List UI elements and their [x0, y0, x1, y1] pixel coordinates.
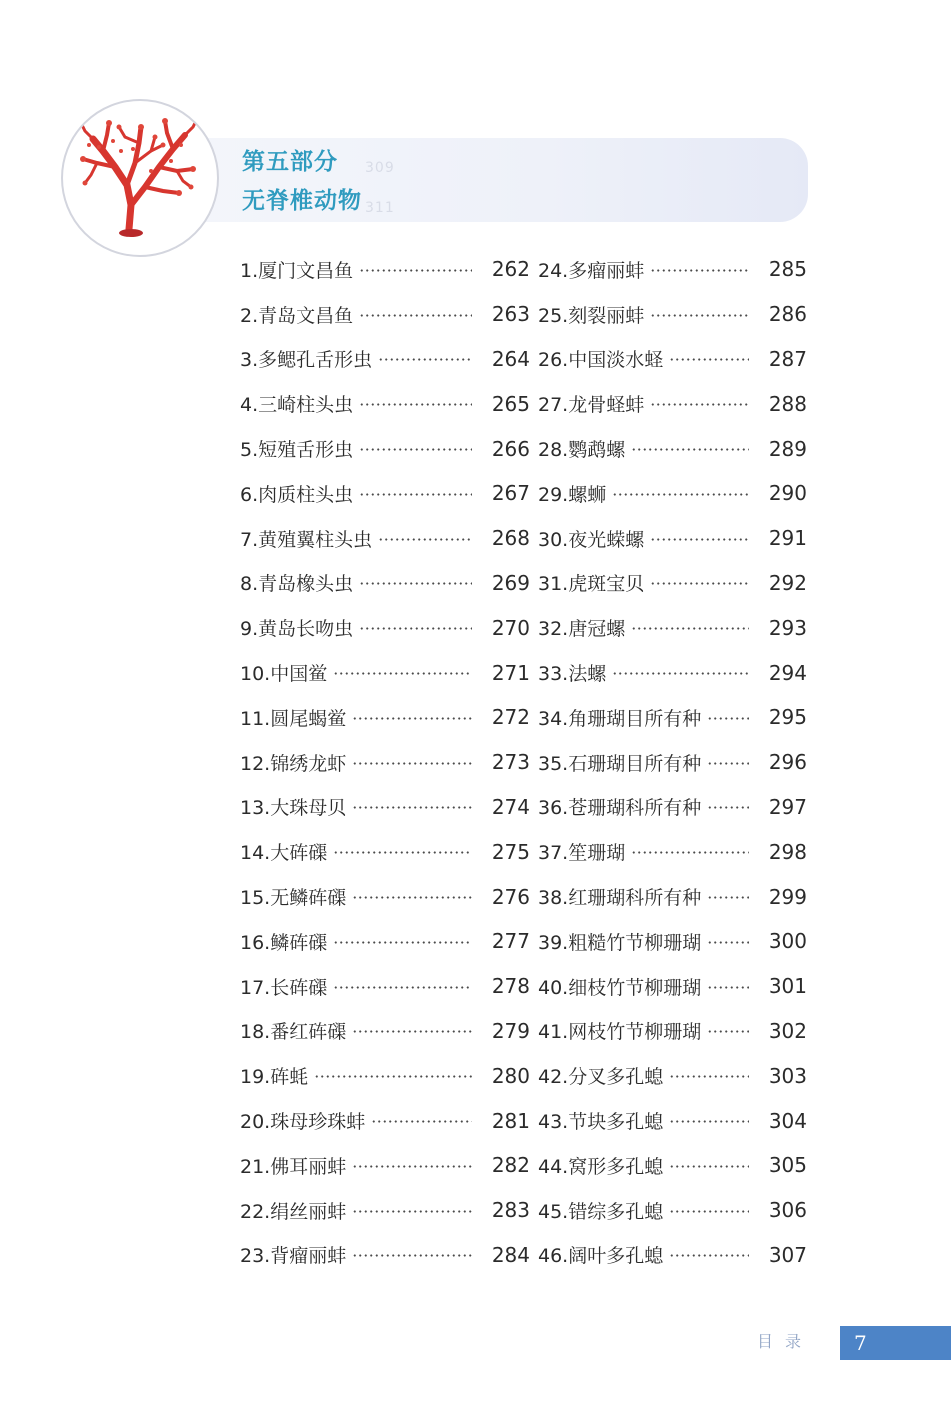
toc-entry-title: 39.粗糙竹节柳珊瑚 — [538, 931, 702, 954]
toc-entry[interactable] — [538, 605, 807, 650]
toc-entry-page: 296 — [768, 750, 807, 775]
toc-entry-title: 45.错综多孔螅 — [538, 1200, 664, 1223]
toc-entry-page: 275 — [491, 839, 530, 864]
dot-leader — [707, 986, 749, 989]
section-number: 第五部分 — [242, 149, 338, 175]
toc-entry-page: 307 — [768, 1242, 807, 1267]
toc-entry-page: 278 — [491, 974, 530, 999]
toc-entry-title: 1.厦门文昌鱼 — [240, 259, 354, 282]
dot-leader — [378, 538, 472, 541]
toc-entry[interactable] — [240, 785, 530, 830]
toc-entry[interactable] — [538, 1053, 807, 1098]
dot-leader — [359, 493, 472, 496]
toc-entry-page: 304 — [768, 1108, 807, 1133]
toc-entry[interactable] — [538, 426, 807, 471]
dot-leader — [612, 672, 749, 675]
toc-entry[interactable] — [240, 561, 530, 606]
dot-leader — [669, 1210, 749, 1213]
toc-entry-title: 42.分叉多孔螅 — [538, 1066, 664, 1089]
toc-entry-title: 10.中国鲎 — [240, 663, 328, 686]
toc-entry-page: 303 — [768, 1063, 807, 1088]
toc-entry[interactable] — [240, 516, 530, 561]
toc-entry-page: 274 — [491, 794, 530, 819]
toc-entry-page: 272 — [491, 705, 530, 730]
toc-column-left — [240, 247, 530, 1277]
dot-leader — [707, 941, 749, 944]
dot-leader — [352, 1210, 472, 1213]
dot-leader — [669, 358, 749, 361]
toc-entry-title: 41.网枝竹节柳珊瑚 — [538, 1021, 702, 1044]
dot-leader — [669, 1120, 749, 1123]
dot-leader — [352, 1030, 472, 1033]
toc-entry[interactable] — [538, 1098, 807, 1143]
toc-entry-title: 4.三崎柱头虫 — [240, 394, 354, 417]
toc-entry-page: 269 — [491, 570, 530, 595]
toc-entry-title: 28.鹦鹉螺 — [538, 439, 626, 462]
toc-entry-page: 281 — [491, 1108, 530, 1133]
footer-section-label: 目录 — [757, 1332, 814, 1351]
toc-entry-title: 38.红珊瑚科所有种 — [538, 887, 702, 910]
dot-leader — [352, 896, 472, 899]
toc-column-right — [538, 247, 807, 1277]
toc-entry-page: 264 — [491, 346, 530, 371]
toc-entry-page: 273 — [491, 750, 530, 775]
toc-entry-title: 32.唐冠螺 — [538, 618, 626, 641]
toc-entry-title: 22.绢丝丽蚌 — [240, 1200, 347, 1223]
toc-entry-title: 31.虎斑宝贝 — [538, 573, 645, 596]
toc-entry-title: 37.笙珊瑚 — [538, 842, 626, 865]
toc-entry[interactable] — [538, 1143, 807, 1188]
toc-entry-page: 291 — [768, 526, 807, 551]
dot-leader — [707, 762, 749, 765]
toc-entry-title: 30.夜光蝾螺 — [538, 528, 645, 551]
toc-entry[interactable] — [538, 292, 807, 337]
toc-entry-page: 292 — [768, 570, 807, 595]
dot-leader — [352, 717, 472, 720]
dot-leader — [352, 1254, 472, 1257]
dot-leader — [359, 627, 472, 630]
toc-entry-page: 301 — [768, 974, 807, 999]
page-number: 7 — [854, 1331, 867, 1355]
dot-leader — [650, 582, 749, 585]
toc-entry-page: 280 — [491, 1063, 530, 1088]
toc-entry-page: 268 — [491, 526, 530, 551]
toc-entry-title: 14.大砗磲 — [240, 842, 328, 865]
toc-entry-title: 40.细枝竹节柳珊瑚 — [538, 976, 702, 999]
toc-entry[interactable] — [538, 740, 807, 785]
toc-entry-title: 29.螺蛳 — [538, 483, 607, 506]
toc-entry-page: 267 — [491, 481, 530, 506]
dot-leader — [631, 448, 749, 451]
toc-entry-title: 46.阔叶多孔螅 — [538, 1245, 664, 1268]
dot-leader — [650, 269, 749, 272]
toc-entry[interactable] — [240, 292, 530, 337]
toc-entry[interactable] — [240, 471, 530, 516]
dot-leader — [707, 896, 749, 899]
dot-leader — [669, 1254, 749, 1257]
toc-entry-page: 290 — [768, 481, 807, 506]
dot-leader — [669, 1075, 749, 1078]
dot-leader — [359, 403, 472, 406]
toc-entry[interactable] — [240, 874, 530, 919]
toc-entry-page: 284 — [491, 1242, 530, 1267]
dot-leader — [333, 986, 472, 989]
dot-leader — [333, 851, 472, 854]
toc-entry-page: 283 — [491, 1198, 530, 1223]
dot-leader — [359, 269, 472, 272]
toc-entry-page: 300 — [768, 929, 807, 954]
dot-leader — [352, 806, 472, 809]
toc-entry[interactable] — [538, 964, 807, 1009]
toc-entry-title: 26.中国淡水蛏 — [538, 349, 664, 372]
toc-entry[interactable] — [240, 247, 530, 292]
dot-leader — [333, 941, 472, 944]
dot-leader — [650, 403, 749, 406]
toc-entry-page: 299 — [768, 884, 807, 909]
dot-leader — [612, 493, 749, 496]
toc-entry-title: 3.多鳃孔舌形虫 — [240, 349, 373, 372]
dot-leader — [631, 851, 749, 854]
toc-entry-page: 276 — [491, 884, 530, 909]
toc-entry[interactable] — [240, 650, 530, 695]
toc-entry-page: 293 — [768, 615, 807, 640]
toc-entry-page: 285 — [768, 257, 807, 282]
dot-leader — [669, 1165, 749, 1168]
toc-entry-page: 270 — [491, 615, 530, 640]
dot-leader — [707, 806, 749, 809]
toc-entry-page: 279 — [491, 1018, 530, 1043]
dot-leader — [707, 717, 749, 720]
toc-entry-page: 289 — [768, 436, 807, 461]
dot-leader — [352, 1165, 472, 1168]
toc-entry[interactable] — [538, 247, 807, 292]
toc-entry-title: 2.青岛文昌鱼 — [240, 304, 354, 327]
coral-illustration — [61, 99, 219, 257]
toc-entry[interactable] — [240, 1053, 530, 1098]
toc-entry-page: 277 — [491, 929, 530, 954]
toc-entry-page: 287 — [768, 346, 807, 371]
dot-leader — [707, 1030, 749, 1033]
toc-entry[interactable] — [538, 561, 807, 606]
dot-leader — [359, 448, 472, 451]
toc-entry-page: 286 — [768, 302, 807, 327]
toc-entry[interactable] — [240, 381, 530, 426]
toc-entry[interactable] — [240, 1009, 530, 1054]
dot-leader — [333, 672, 472, 675]
toc-entry-title: 43.节块多孔螅 — [538, 1111, 664, 1134]
toc-entry-page: 288 — [768, 391, 807, 416]
toc-entry-page: 265 — [491, 391, 530, 416]
toc-entry[interactable] — [240, 1143, 530, 1188]
toc-entry-title: 6.肉质柱头虫 — [240, 483, 354, 506]
toc-entry-title: 20.珠母珍珠蚌 — [240, 1111, 366, 1134]
toc-entry-page: 302 — [768, 1018, 807, 1043]
dot-leader — [352, 762, 472, 765]
toc-entry[interactable] — [240, 740, 530, 785]
toc-entry-title: 24.多瘤丽蚌 — [538, 259, 645, 282]
dot-leader — [371, 1120, 472, 1123]
toc-entry[interactable] — [538, 650, 807, 695]
section-title: 无脊椎动物 — [242, 188, 362, 214]
toc-entry-page: 271 — [491, 660, 530, 685]
toc-entry[interactable] — [240, 1188, 530, 1233]
toc-entry-title: 13.大珠母贝 — [240, 797, 347, 820]
toc-entry-title: 5.短殖舌形虫 — [240, 439, 354, 462]
dot-leader — [650, 538, 749, 541]
toc-entry-page: 266 — [491, 436, 530, 461]
toc-entry-page: 305 — [768, 1153, 807, 1178]
toc-entry[interactable] — [240, 829, 530, 874]
toc-entry-title: 11.圆尾蝎鲎 — [240, 707, 347, 730]
toc-entry-title: 33.法螺 — [538, 663, 607, 686]
dot-leader — [314, 1075, 472, 1078]
toc-entry-page: 262 — [491, 257, 530, 282]
toc-entry-title: 21.佛耳丽蚌 — [240, 1155, 347, 1178]
toc-entry[interactable] — [538, 1009, 807, 1054]
toc-entry-title: 23.背瘤丽蚌 — [240, 1245, 347, 1268]
dot-leader — [650, 314, 749, 317]
toc-entry[interactable] — [538, 829, 807, 874]
toc-entry-title: 19.砗蚝 — [240, 1066, 309, 1089]
toc-entry-title: 36.苍珊瑚科所有种 — [538, 797, 702, 820]
toc-entry-title: 8.青岛橡头虫 — [240, 573, 354, 596]
toc-entry[interactable] — [538, 381, 807, 426]
toc-entry-page: 297 — [768, 794, 807, 819]
toc-entry[interactable] — [240, 695, 530, 740]
toc-entry-title: 15.无鳞砗磲 — [240, 887, 347, 910]
toc-entry[interactable] — [538, 1233, 807, 1278]
toc-entry[interactable] — [240, 605, 530, 650]
toc-entry[interactable] — [538, 516, 807, 561]
toc-entry[interactable] — [538, 695, 807, 740]
toc-entry[interactable] — [240, 1098, 530, 1143]
toc-entry[interactable] — [240, 1233, 530, 1278]
toc-entry[interactable] — [538, 919, 807, 964]
toc-entry-page: 263 — [491, 302, 530, 327]
toc-entry[interactable] — [538, 785, 807, 830]
toc-entry-page: 282 — [491, 1153, 530, 1178]
show-through-text: 309 — [365, 160, 395, 176]
toc-entry-title: 18.番红砗磲 — [240, 1021, 347, 1044]
toc-entry-page: 294 — [768, 660, 807, 685]
show-through-text: 311 — [365, 200, 395, 216]
toc-entry-title: 25.刻裂丽蚌 — [538, 304, 645, 327]
dot-leader — [631, 627, 749, 630]
toc-entry-page: 295 — [768, 705, 807, 730]
toc-entry[interactable] — [538, 337, 807, 382]
toc-entry[interactable] — [240, 919, 530, 964]
toc-entry-title: 44.窝形多孔螅 — [538, 1155, 664, 1178]
toc-entry-title: 7.黄殖翼柱头虫 — [240, 528, 373, 551]
toc-entry[interactable] — [240, 426, 530, 471]
toc-entry-title: 16.鳞砗磲 — [240, 931, 328, 954]
page-number-tab — [840, 1326, 951, 1360]
toc-entry-title: 12.锦绣龙虾 — [240, 752, 347, 775]
toc-entry-title: 35.石珊瑚目所有种 — [538, 752, 702, 775]
dot-leader — [359, 582, 472, 585]
dot-leader — [359, 314, 472, 317]
dot-leader — [378, 358, 472, 361]
toc-entry[interactable] — [538, 874, 807, 919]
toc-entry-title: 9.黄岛长吻虫 — [240, 618, 354, 641]
toc-entry-page: 298 — [768, 839, 807, 864]
toc-entry-title: 34.角珊瑚目所有种 — [538, 707, 702, 730]
toc-entry[interactable] — [538, 471, 807, 516]
toc-entry-title: 27.龙骨蛏蚌 — [538, 394, 645, 417]
toc-entry[interactable] — [240, 964, 530, 1009]
toc-entry-title: 17.长砗磲 — [240, 976, 328, 999]
toc-entry[interactable] — [538, 1188, 807, 1233]
toc-entry-page: 306 — [768, 1198, 807, 1223]
red-coral-icon — [63, 101, 217, 255]
toc-entry[interactable] — [240, 337, 530, 382]
